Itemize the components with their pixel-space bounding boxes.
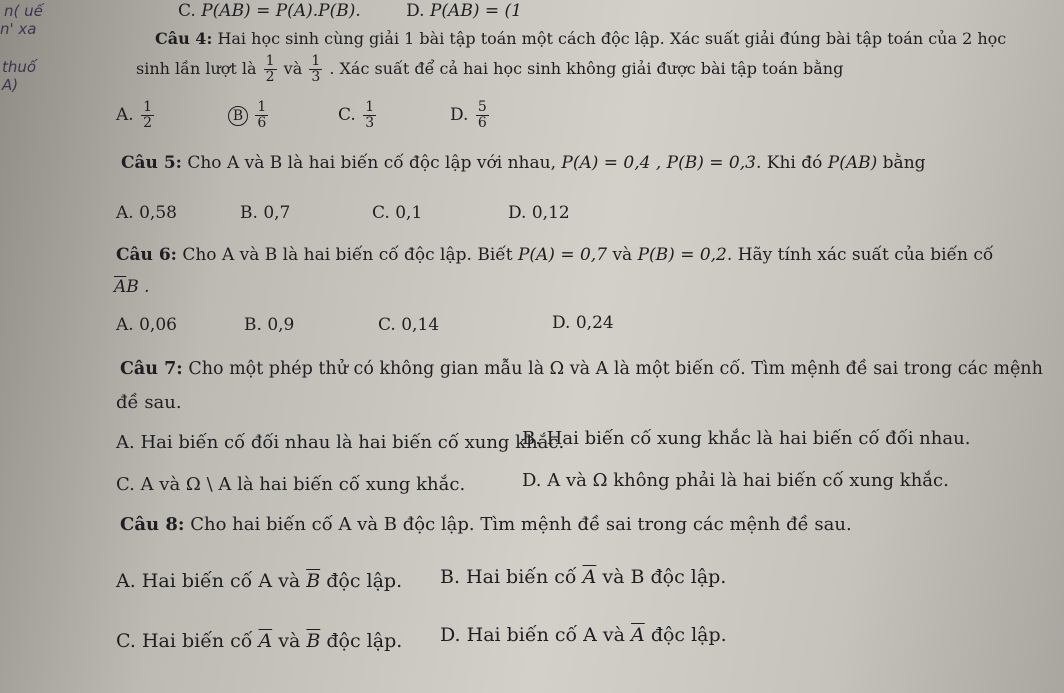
- question-text: Cho hai biến cố A và B độc lập. Tìm mệnh đề sai trong các mệnh đề sau.: [190, 514, 852, 535]
- q4-line2: [136, 54, 843, 85]
- q6-line1: Câu 6: Cho A và B là hai biến cố độc lập. Biết P(A) = 0,7 và P(B) = 0,2. Hãy tính xác suất của biến cố: [116, 245, 994, 265]
- math-expression: P(A) = 0,7: [517, 245, 608, 265]
- complement-symbol: $\overline{A}$: [114, 277, 127, 297]
- q4-option-a[interactable]: A. $\frac{1}{2}$: [116, 99, 153, 131]
- question-label: Câu 7:: [120, 359, 183, 379]
- complement-symbol: $\overline{B}$: [306, 570, 321, 592]
- math-expression: P(A) = 0,4 , P(B) = 0,3: [561, 153, 756, 173]
- option-label: C.: [178, 1, 196, 21]
- q8-line1: [120, 514, 852, 536]
- math-expression: P(B) = 0,2: [637, 245, 727, 265]
- q8-option-c[interactable]: C. Hai biến cố $\overline{A}$ và $\overline{B}$ độc lập.: [116, 630, 403, 652]
- question-text: Cho A và B là hai biến cố độc lập với nhau,: [187, 153, 556, 173]
- complement-symbol: $\overline{A}$: [631, 624, 645, 646]
- q7-option-d[interactable]: D. A và Ω không phải là hai biến cố xung khắc.: [522, 470, 949, 491]
- q7-line1: [120, 358, 1043, 380]
- option-label: D.: [406, 1, 425, 21]
- handwritten-note-1: n( uế: [4, 2, 43, 20]
- q4-option-c[interactable]: C. $\frac{1}{3}$: [338, 99, 375, 131]
- question-text: và: [283, 59, 303, 78]
- question-text: sinh lần lượt là: [136, 59, 257, 78]
- complement-symbol: $\overline{A}$: [258, 630, 273, 652]
- q7-option-a[interactable]: A. Hai biến cố đối nhau là hai biến cố xung khắc.: [116, 432, 565, 453]
- handwritten-note-3: thuố: [2, 58, 37, 76]
- circled-answer-mark: B: [228, 106, 248, 126]
- complement-symbol: $\overline{B}$: [306, 630, 321, 652]
- q7-option-c[interactable]: C. A và Ω \ A là hai biến cố xung khắc.: [116, 474, 466, 495]
- question-text: . Xác suất để cả hai học sinh không giải được bài tập toán bằng: [329, 59, 844, 78]
- question-text: Hai học sinh cùng giải 1 bài tập toán một cách độc lập. Xác suất giải đúng bài tập toán của 2 học: [217, 29, 1007, 48]
- q8-option-d[interactable]: D. Hai biến cố A và $\overline{A}$ độc lập.: [440, 624, 727, 646]
- question-label: Câu 8:: [120, 514, 185, 535]
- handwritten-note-4: A): [2, 76, 19, 94]
- q5-line1: Câu 5: Cho A và B là hai biến cố độc lập với nhau, P(A) = 0,4 , P(B) = 0,3. Khi đó P(AB) bằng: [121, 153, 926, 173]
- option-text: P(AB) = P(A).P(B).: [201, 1, 361, 21]
- complement-symbol: $\overline{A}$: [582, 566, 597, 588]
- q5-option-a[interactable]: A. 0,58: [116, 203, 177, 223]
- q6-option-d[interactable]: D. 0,24: [552, 313, 614, 333]
- q6-option-b[interactable]: B. 0,9: [244, 315, 295, 335]
- q7-option-b[interactable]: B. Hai biến cố xung khắc là hai biến cố đối nhau.: [522, 428, 971, 449]
- option-text: P(AB) = (1: [429, 1, 522, 21]
- q4-line1: [155, 28, 1006, 50]
- q7-line2: đề sau.: [116, 392, 182, 413]
- handwritten-note-2: n' xa: [0, 20, 37, 38]
- question-label: Câu 4:: [155, 29, 213, 48]
- q4-option-d[interactable]: D. $\frac{5}{6}$: [450, 99, 487, 131]
- top-line: [178, 0, 522, 22]
- q5-option-b[interactable]: B. 0,7: [240, 203, 291, 223]
- q6-line2: $\overline{A}B$ .: [114, 277, 150, 297]
- q4-option-b[interactable]: B $\frac{1}{6}$: [228, 100, 270, 131]
- fraction: $\frac{1}{2}$: [265, 53, 275, 85]
- question-text: Cho một phép thử có không gian mẫu là Ω và A là một biến cố. Tìm mệnh đề sai trong các mệnh: [188, 359, 1043, 379]
- q8-option-b[interactable]: B. Hai biến cố $\overline{A}$ và B độc lập.: [440, 566, 727, 588]
- q5-option-c[interactable]: C. 0,1: [372, 203, 423, 223]
- q6-option-a[interactable]: A. 0,06: [116, 315, 177, 335]
- q6-option-c[interactable]: C. 0,14: [378, 315, 440, 335]
- math-expression: P(AB): [827, 153, 878, 173]
- question-label: Câu 6:: [116, 245, 177, 265]
- fraction: $\frac{1}{3}$: [311, 53, 321, 85]
- question-text: Cho A và B là hai biến cố độc lập. Biết: [182, 245, 513, 265]
- q5-option-d[interactable]: D. 0,12: [508, 203, 570, 223]
- q8-option-a[interactable]: A. Hai biến cố A và $\overline{B}$ độc lập.: [116, 570, 403, 592]
- question-label: Câu 5:: [121, 153, 182, 173]
